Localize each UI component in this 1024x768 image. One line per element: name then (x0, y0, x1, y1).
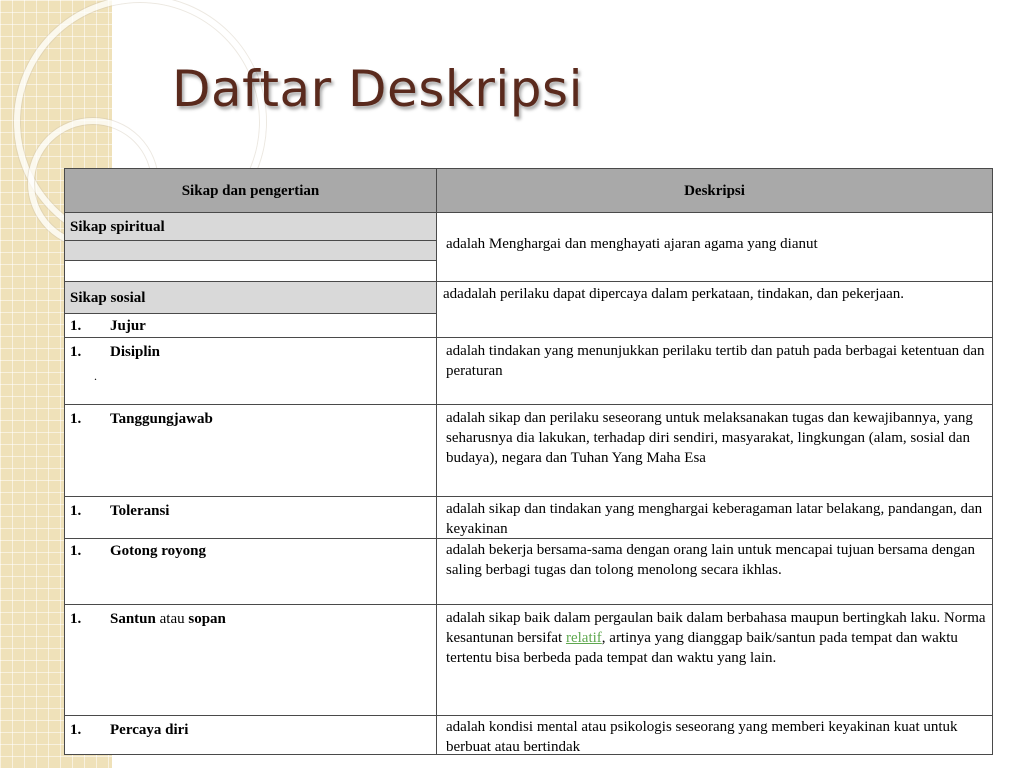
jujur-description: adadalah perilaku dapat dipercaya dalam perkataan, tindakan, dan pekerjaan. (436, 281, 993, 338)
label-sikap-sosial: Sikap sosial (64, 281, 437, 314)
item-label-santun: Santun (110, 611, 156, 627)
item-toleransi (64, 496, 437, 539)
stray-mark: . (94, 369, 97, 383)
item-label: Percaya diri (110, 722, 189, 738)
label-sikap-spiritual: Sikap spiritual (64, 212, 437, 241)
item-label: Tanggungjawab (110, 411, 213, 427)
item-label-sopan: sopan (188, 611, 226, 627)
spiritual-description (436, 212, 993, 282)
item-tanggungjawab (64, 404, 437, 497)
header-sikap: Sikap dan pengertian (64, 168, 437, 213)
santun-description-text: adalah sikap baik dalam pergaulan baik dalam berbahasa maupun bertingkah laku. Norma kesantunan bersifat (446, 610, 986, 646)
item-label: Jujur (110, 318, 146, 334)
item-number: 1. (70, 722, 82, 738)
spiritual-description-text: adalah Menghargai dan menghayati ajaran agama yang dianut (446, 236, 818, 252)
tanggungjawab-description: adalah sikap dan perilaku seseorang untuk melaksanakan tugas dan kewajibannya, yang seharusnya dia lakukan, terhadap diri sendiri, masyarakat, lingkungan (alam, sosial dan budaya), negara dan Tuhan Yang Maha Esa (436, 404, 993, 497)
description-table (64, 168, 993, 755)
item-jujur (64, 313, 437, 338)
santun-description-text-end: , artinya yang dianggap baik/santun pada tempat dan waktu tertentu bisa berbeda pada tempat dan waktu yang lain. (446, 630, 958, 666)
toleransi-description: adalah sikap dan tindakan yang menghargai keberagaman latar belakang, pandangan, dan keyakinan (436, 496, 993, 539)
item-percaya-diri (64, 715, 437, 755)
item-number: 1. (70, 503, 82, 519)
item-number: 1. (70, 611, 82, 627)
relatif-link[interactable]: relatif (565, 630, 602, 646)
gotong-royong-description: adalah bekerja bersama-sama dengan orang lain untuk mencapai tujuan bersama dengan saling berbagi tugas dan tolong menolong secara ikhlas. (436, 538, 993, 605)
spiritual-empty-row (64, 240, 437, 261)
item-label-connector: atau (155, 611, 189, 627)
item-number: 1. (70, 543, 82, 559)
item-number: 1. (70, 411, 82, 427)
item-santun (64, 604, 437, 716)
slide-title: Daftar Deskripsi (172, 60, 583, 118)
item-label: Toleransi (110, 503, 170, 519)
item-label: Gotong royong (110, 543, 206, 559)
item-number: 1. (70, 344, 82, 360)
santun-description (436, 604, 993, 716)
item-gotong-royong (64, 538, 437, 605)
disiplin-description: adalah tindakan yang menunjukkan perilaku tertib dan patuh pada berbagai ketentuan dan peraturan (436, 337, 993, 405)
item-number: 1. (70, 318, 82, 334)
header-deskripsi: Deskripsi (436, 168, 993, 213)
item-label: Disiplin (110, 344, 161, 360)
spiritual-blank-row (64, 260, 437, 282)
percaya-diri-description: adalah kondisi mental atau psikologis seseorang yang memberi keyakinan kuat untuk berbuat atau bertindak (436, 715, 993, 755)
item-disiplin (64, 337, 437, 405)
